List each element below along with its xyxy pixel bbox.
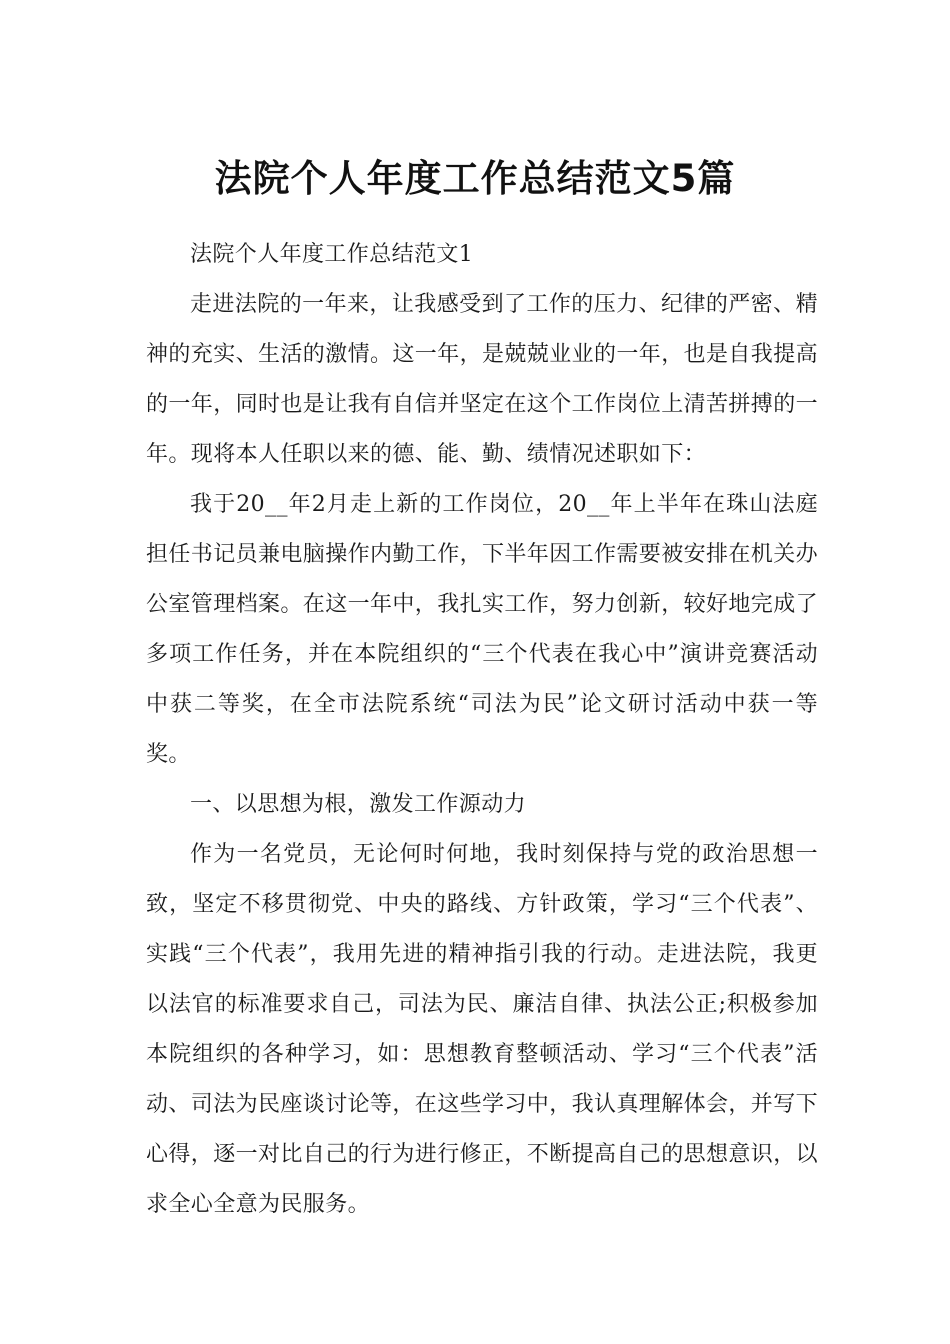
document-title: 法院个人年度工作总结范文5篇 — [214, 156, 736, 200]
section-heading: 法院个人年度工作总结范文1 — [190, 242, 474, 267]
paragraph: 走进法院的一年来，让我感受到了工作的压力、纪律的严密、精神的充实、生活的激情。这一年，是兢兢业业的一年，也是自我提高的一年，同时也是让我有自信并坚定在这个工作岗位上清苦拼搏的一年。现将本人任职以来的德、能、勤、绩情况述职如下： — [146, 292, 819, 467]
paragraph: 我于20__年2月走上新的工作岗位，20__年上半年在珠山法庭担任书记员兼电脑操作内勤工作，下半年因工作需要被安排在机关办公室管理档案。在这一年中，我扎实工作，努力创新，较好地完成了多项工作任务，并在本院组织的“三个代表在我心中”演讲竞赛活动中获二等奖，在全市法院系统“司法为民”论文研讨活动中获一等奖。 — [146, 492, 819, 767]
paragraph: 作为一名党员，无论何时何地，我时刻保持与党的政治思想一致，坚定不移贯彻党、中央的路线、方针政策，学习“三个代表”、实践“三个代表”，我用先进的精神指引我的行动。走进法院，我更以法官的标准要求自己，司法为民、廉洁自律、执法公正;积极参加本院组织的各种学习，如：思想教育整顿活动、学习“三个代表”活动、司法为民座谈讨论等，在这些学习中，我认真理解体会，并写下心得，逐一对比自己的行为进行修正，不断提高自己的思想意识，以求全心全意为民服务。 — [146, 842, 819, 1217]
document-body — [146, 230, 818, 1230]
section-heading: 一、以思想为根，激发工作源动力 — [190, 792, 527, 817]
